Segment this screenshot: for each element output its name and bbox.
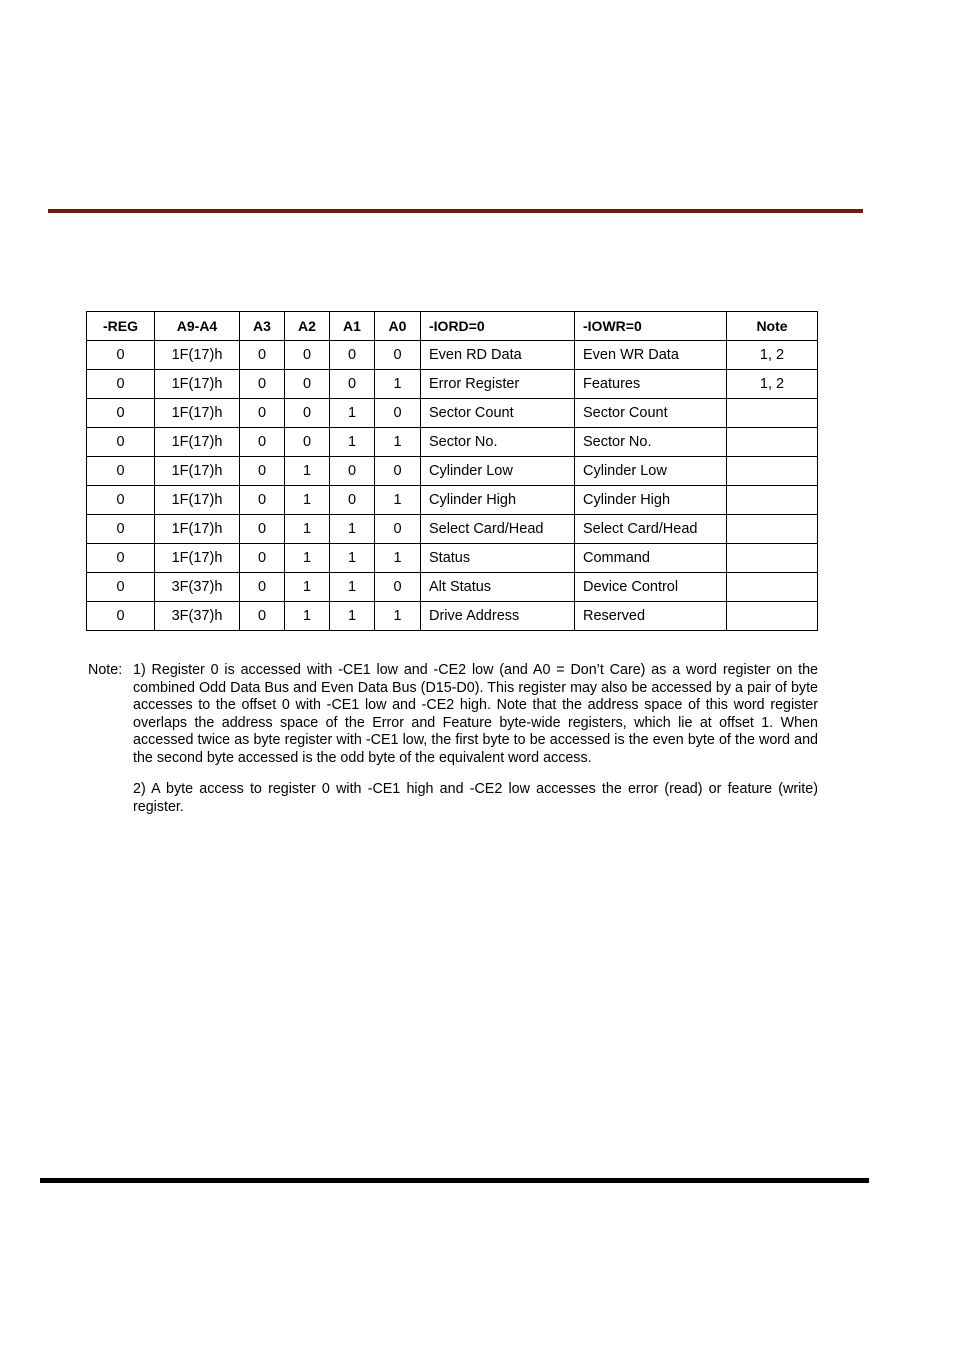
note-1-text: 1) Register 0 is accessed with -CE1 low and -CE2 low (and A0 = Don’t Care) as a word register on the combined Odd Data Bus and Even Data Bus (D15-D0). This register may also be accessed by a pair of byte accesses to the offset 0 with -CE1 low and -CE2 high. Note that the address space of this word register overlaps the address space of the Error and Feature byte-wide registers, which lie at offset 1. When accessed twice as byte register with -CE1 low, the first byte to be accessed is the even byte of the word and the second byte accessed is the odd byte of the equivalent word access. [133, 662, 818, 766]
cell-a3: 0 [240, 544, 285, 573]
cell-a2: 1 [285, 515, 330, 544]
table-row [87, 399, 818, 428]
cell-iowr: Cylinder Low [575, 457, 727, 486]
header-a9-a4: A9-A4 [155, 312, 240, 341]
table-row [87, 457, 818, 486]
header-iord: -IORD=0 [421, 312, 575, 341]
cell-a1: 0 [330, 370, 375, 399]
note-label: Note: [88, 662, 123, 678]
cell-note [727, 486, 818, 515]
header-iowr: -IOWR=0 [575, 312, 727, 341]
cell-a1: 1 [330, 573, 375, 602]
cell-a3: 0 [240, 515, 285, 544]
cell-reg: 0 [87, 486, 155, 515]
cell-a2: 1 [285, 457, 330, 486]
cell-note [727, 515, 818, 544]
table-row [87, 573, 818, 602]
cell-a3: 0 [240, 399, 285, 428]
header-a1: A1 [330, 312, 375, 341]
cell-iord: Select Card/Head [421, 515, 575, 544]
cell-a9-a4: 1F(17)h [155, 341, 240, 370]
cell-a1: 1 [330, 428, 375, 457]
cell-note [727, 544, 818, 573]
cell-iord: Cylinder High [421, 486, 575, 515]
cell-a0: 1 [375, 602, 421, 631]
cell-a2: 0 [285, 341, 330, 370]
table-row [87, 544, 818, 573]
cell-a0: 0 [375, 573, 421, 602]
header-note: Note [727, 312, 818, 341]
cell-a2: 1 [285, 486, 330, 515]
table-row [87, 602, 818, 631]
table-row [87, 370, 818, 399]
cell-a1: 1 [330, 602, 375, 631]
cell-a0: 0 [375, 515, 421, 544]
cell-reg: 0 [87, 515, 155, 544]
cell-iowr: Even WR Data [575, 341, 727, 370]
note-2-text: 2) A byte access to register 0 with -CE1 high and -CE2 low accesses the error (read) or feature (write) register. [133, 781, 818, 815]
cell-a3: 0 [240, 341, 285, 370]
cell-iord: Status [421, 544, 575, 573]
cell-iowr: Reserved [575, 602, 727, 631]
cell-a1: 0 [330, 486, 375, 515]
cell-a9-a4: 1F(17)h [155, 428, 240, 457]
cell-a3: 0 [240, 602, 285, 631]
cell-a3: 0 [240, 370, 285, 399]
cell-a0: 0 [375, 341, 421, 370]
cell-iord: Cylinder Low [421, 457, 575, 486]
cell-reg: 0 [87, 602, 155, 631]
header-reg: -REG [87, 312, 155, 341]
cell-a0: 1 [375, 544, 421, 573]
cell-a0: 1 [375, 370, 421, 399]
cell-iowr: Select Card/Head [575, 515, 727, 544]
cell-iord: Sector No. [421, 428, 575, 457]
cell-a9-a4: 3F(37)h [155, 602, 240, 631]
table-row [87, 486, 818, 515]
cell-reg: 0 [87, 428, 155, 457]
cell-a9-a4: 1F(17)h [155, 399, 240, 428]
table-header-row [87, 312, 818, 341]
table-row [87, 341, 818, 370]
cell-a0: 0 [375, 399, 421, 428]
cell-iowr: Cylinder High [575, 486, 727, 515]
header-a0: A0 [375, 312, 421, 341]
cell-a9-a4: 1F(17)h [155, 544, 240, 573]
cell-reg: 0 [87, 341, 155, 370]
cell-a2: 0 [285, 399, 330, 428]
cell-reg: 0 [87, 399, 155, 428]
cell-a3: 0 [240, 428, 285, 457]
header-a2: A2 [285, 312, 330, 341]
cell-iowr: Device Control [575, 573, 727, 602]
cell-reg: 0 [87, 573, 155, 602]
cell-note: 1, 2 [727, 341, 818, 370]
cell-a2: 0 [285, 428, 330, 457]
cell-note [727, 457, 818, 486]
cell-a1: 1 [330, 544, 375, 573]
footer-rule [40, 1178, 869, 1183]
cell-a9-a4: 1F(17)h [155, 457, 240, 486]
cell-iowr: Sector Count [575, 399, 727, 428]
header-rule [48, 209, 863, 213]
cell-a0: 1 [375, 428, 421, 457]
cell-note [727, 602, 818, 631]
cell-a1: 0 [330, 457, 375, 486]
cell-iord: Alt Status [421, 573, 575, 602]
cell-note [727, 399, 818, 428]
table-row [87, 515, 818, 544]
note-2 [88, 781, 818, 816]
cell-iowr: Sector No. [575, 428, 727, 457]
cell-a3: 0 [240, 457, 285, 486]
cell-note: 1, 2 [727, 370, 818, 399]
cell-iowr: Command [575, 544, 727, 573]
table-row [87, 428, 818, 457]
cell-a2: 1 [285, 573, 330, 602]
cell-a1: 0 [330, 341, 375, 370]
cell-a9-a4: 1F(17)h [155, 370, 240, 399]
cell-reg: 0 [87, 457, 155, 486]
cell-a1: 1 [330, 399, 375, 428]
cell-a3: 0 [240, 573, 285, 602]
header-a3: A3 [240, 312, 285, 341]
notes-section [88, 662, 818, 816]
cell-a2: 0 [285, 370, 330, 399]
cell-reg: 0 [87, 544, 155, 573]
note-1 [88, 662, 818, 767]
cell-iord: Even RD Data [421, 341, 575, 370]
cell-iord: Sector Count [421, 399, 575, 428]
cell-a1: 1 [330, 515, 375, 544]
cell-a9-a4: 1F(17)h [155, 486, 240, 515]
cell-a2: 1 [285, 544, 330, 573]
cell-a0: 0 [375, 457, 421, 486]
cell-iord: Drive Address [421, 602, 575, 631]
cell-a3: 0 [240, 486, 285, 515]
cell-a9-a4: 3F(37)h [155, 573, 240, 602]
cell-note [727, 573, 818, 602]
cell-iord: Error Register [421, 370, 575, 399]
cell-note [727, 428, 818, 457]
cell-a9-a4: 1F(17)h [155, 515, 240, 544]
cell-a0: 1 [375, 486, 421, 515]
cell-iowr: Features [575, 370, 727, 399]
cell-reg: 0 [87, 370, 155, 399]
cell-a2: 1 [285, 602, 330, 631]
register-table [86, 311, 818, 631]
